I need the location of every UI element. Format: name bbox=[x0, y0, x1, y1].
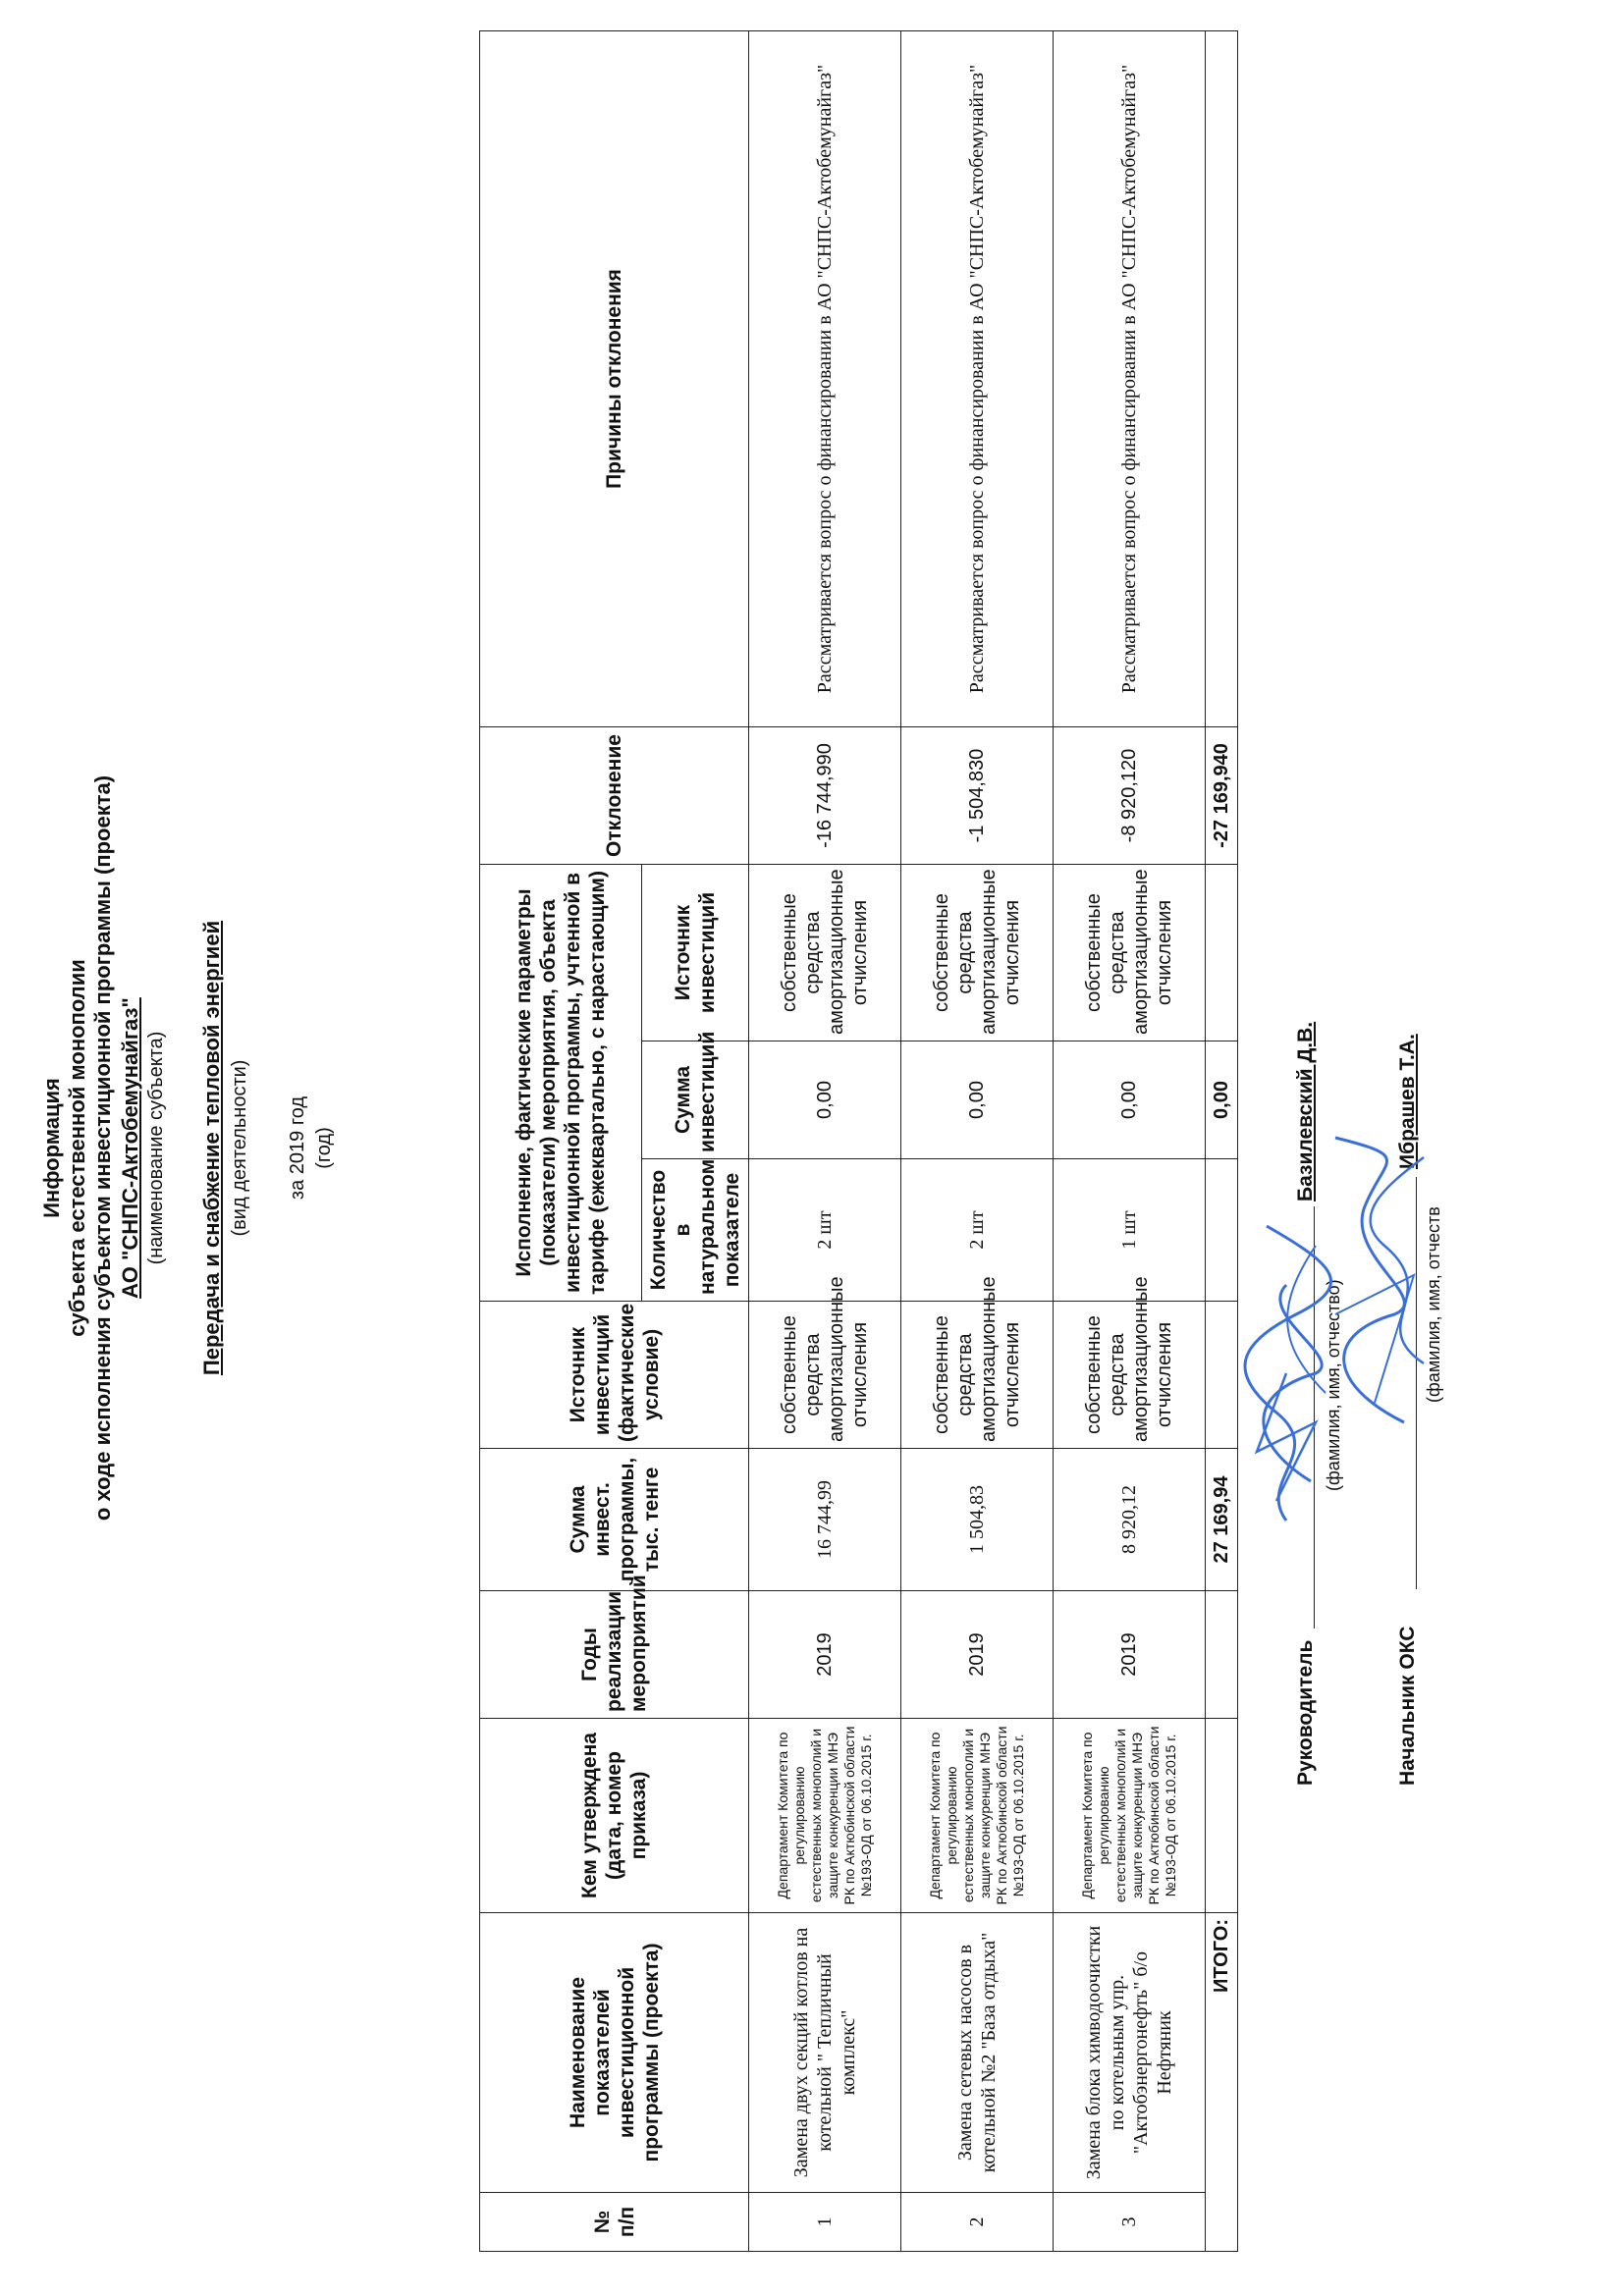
subject-caption: (наименование субъекта) bbox=[145, 1031, 167, 1265]
period-prefix: за bbox=[287, 1179, 308, 1201]
row-deviation: -16 744,990 bbox=[749, 727, 901, 865]
period-year: 2019 год bbox=[287, 1095, 308, 1175]
head-label: Руководитель bbox=[1294, 1639, 1317, 1786]
row-source: собственные средства амортизационные отчисления bbox=[1054, 1302, 1206, 1449]
subject-name: АО "СНПС-Актобемунайгаз" bbox=[118, 997, 142, 1299]
col-source: Источник инвестиций (фактические условие) bbox=[480, 1302, 749, 1449]
col-qty: Количество в натуральном показателе bbox=[642, 1159, 749, 1302]
col-reasons: Причины отклонения bbox=[480, 31, 749, 727]
table-row bbox=[1054, 31, 1206, 2252]
row-inv-source: собственные средства амортизационные отчисления bbox=[749, 865, 901, 1041]
total-row bbox=[1206, 31, 1238, 2252]
row-inv-sum: 0,00 bbox=[1054, 1041, 1206, 1159]
col-approved: Кем утверждена (дата, номер приказа) bbox=[480, 1719, 749, 1913]
oks-caption: (фамилия, имя, отчеств bbox=[1424, 1206, 1443, 1403]
row-years: 2019 bbox=[749, 1591, 901, 1719]
row-num: 2 bbox=[901, 2193, 1054, 2252]
col-sum: Сумма инвест. программы, тыс. тенге bbox=[480, 1449, 749, 1591]
header-row-1 bbox=[480, 31, 642, 2252]
row-name: Замена блока химводоочистки по котельным упр. "Актобэнергонефть" б/о Нефтяник bbox=[1054, 1913, 1206, 2193]
col-years: Годы реализации мероприятий bbox=[480, 1591, 749, 1719]
doc-title: Информация bbox=[39, 1078, 64, 1218]
doc-subtitle-1: субъекта естественной монополии bbox=[65, 959, 89, 1337]
activity-type: Передача и снабжение тепловой энергией bbox=[199, 920, 224, 1376]
head-caption: (фамилия, имя, отчество) bbox=[1324, 1279, 1343, 1491]
row-qty: 2 шт bbox=[749, 1159, 901, 1302]
row-qty: 1 шт bbox=[1054, 1159, 1206, 1302]
doc-subtitle-2: о ходе исполнения субъектом инвестиционной программы (проекта) bbox=[90, 774, 115, 1522]
total-empty-years bbox=[1206, 1591, 1238, 1719]
row-inv-source: собственные средства амортизационные отчисления bbox=[1054, 865, 1206, 1041]
total-sum: 27 169,94 bbox=[1206, 1449, 1238, 1591]
table-row bbox=[901, 31, 1054, 2252]
oks-name: Ибрашев Т.А. bbox=[1396, 1034, 1419, 1169]
row-inv-source: собственные средства амортизационные отчисления bbox=[901, 865, 1054, 1041]
total-label: ИТОГО: bbox=[1206, 1913, 1238, 2252]
row-deviation: -8 920,120 bbox=[1054, 727, 1206, 865]
activity-caption: (вид деятельности) bbox=[229, 1059, 250, 1237]
row-name: Замена сетевых насосов в котельной №2 "База отдыха" bbox=[901, 1913, 1054, 2193]
row-years: 2019 bbox=[901, 1591, 1054, 1719]
row-inv-sum: 0,00 bbox=[901, 1041, 1054, 1159]
row-deviation: -1 504,830 bbox=[901, 727, 1054, 865]
period-line bbox=[285, 0, 310, 2296]
row-approved: Департамент Комитета по регулированию естественных монополий и защите конкуренции МНЭ РК по Актюбинской области №193-ОД от 06.10.2015 г. bbox=[1054, 1719, 1206, 1913]
col-inv-source: Источник инвестиций bbox=[642, 865, 749, 1041]
total-inv-sum: 0,00 bbox=[1206, 1041, 1238, 1159]
row-source: собственные средства амортизационные отчисления bbox=[901, 1302, 1054, 1449]
col-deviation: Отклонение bbox=[480, 727, 749, 865]
row-num: 1 bbox=[749, 2193, 901, 2252]
total-empty-reason bbox=[1206, 31, 1238, 727]
row-sum: 16 744,99 bbox=[749, 1449, 901, 1591]
investment-table bbox=[479, 30, 1238, 2252]
row-name: Замена двух секций котлов на котельной " Тепличный комплекс" bbox=[749, 1913, 901, 2193]
row-reason: Рассматривается вопрос о финансировании в АО "СНПС-Актобемунайгаз" bbox=[749, 31, 901, 727]
total-empty-approved bbox=[1206, 1719, 1238, 1913]
oks-label: Начальник ОКС bbox=[1396, 1626, 1419, 1786]
row-reason: Рассматривается вопрос о финансировании в АО "СНПС-Актобемунайгаз" bbox=[1054, 31, 1206, 727]
col-num: № п/п bbox=[480, 2193, 749, 2252]
oks-signature bbox=[1306, 1128, 1453, 1452]
row-years: 2019 bbox=[1054, 1591, 1206, 1719]
total-deviation: -27 169,940 bbox=[1206, 727, 1238, 865]
period-caption: (год) bbox=[313, 1127, 335, 1169]
row-inv-sum: 0,00 bbox=[749, 1041, 901, 1159]
row-num: 3 bbox=[1054, 2193, 1206, 2252]
row-approved: Департамент Комитета по регулированию естественных монополий и защите конкуренции МНЭ РК по Актюбинской области №193-ОД от 06.10.2015 г. bbox=[749, 1719, 901, 1913]
head-name: Базилевский Д.В. bbox=[1294, 1021, 1317, 1201]
row-sum: 8 920,12 bbox=[1054, 1449, 1206, 1591]
row-qty: 2 шт bbox=[901, 1159, 1054, 1302]
table-row bbox=[749, 31, 901, 2252]
row-source: собственные средства амортизационные отчисления bbox=[749, 1302, 901, 1449]
col-inv-sum: Сумма инвестиций bbox=[642, 1041, 749, 1159]
row-reason: Рассматривается вопрос о финансировании в АО "СНПС-Актобемунайгаз" bbox=[901, 31, 1054, 727]
row-approved: Департамент Комитета по регулированию естественных монополий и защите конкуренции МНЭ РК по Актюбинской области №193-ОД от 06.10.2015 г. bbox=[901, 1719, 1054, 1913]
col-name: Наименование показателей инвестиционной программы (проекта) bbox=[480, 1913, 749, 2193]
total-empty-inv-source bbox=[1206, 865, 1238, 1041]
row-sum: 1 504,83 bbox=[901, 1449, 1054, 1591]
col-exec-group: Исполнение, фактические параметры (показатели) мероприятия, объекта инвестиционной программы, учтенной в тарифе (ежеквартально, с нарастающим) bbox=[480, 865, 642, 1302]
